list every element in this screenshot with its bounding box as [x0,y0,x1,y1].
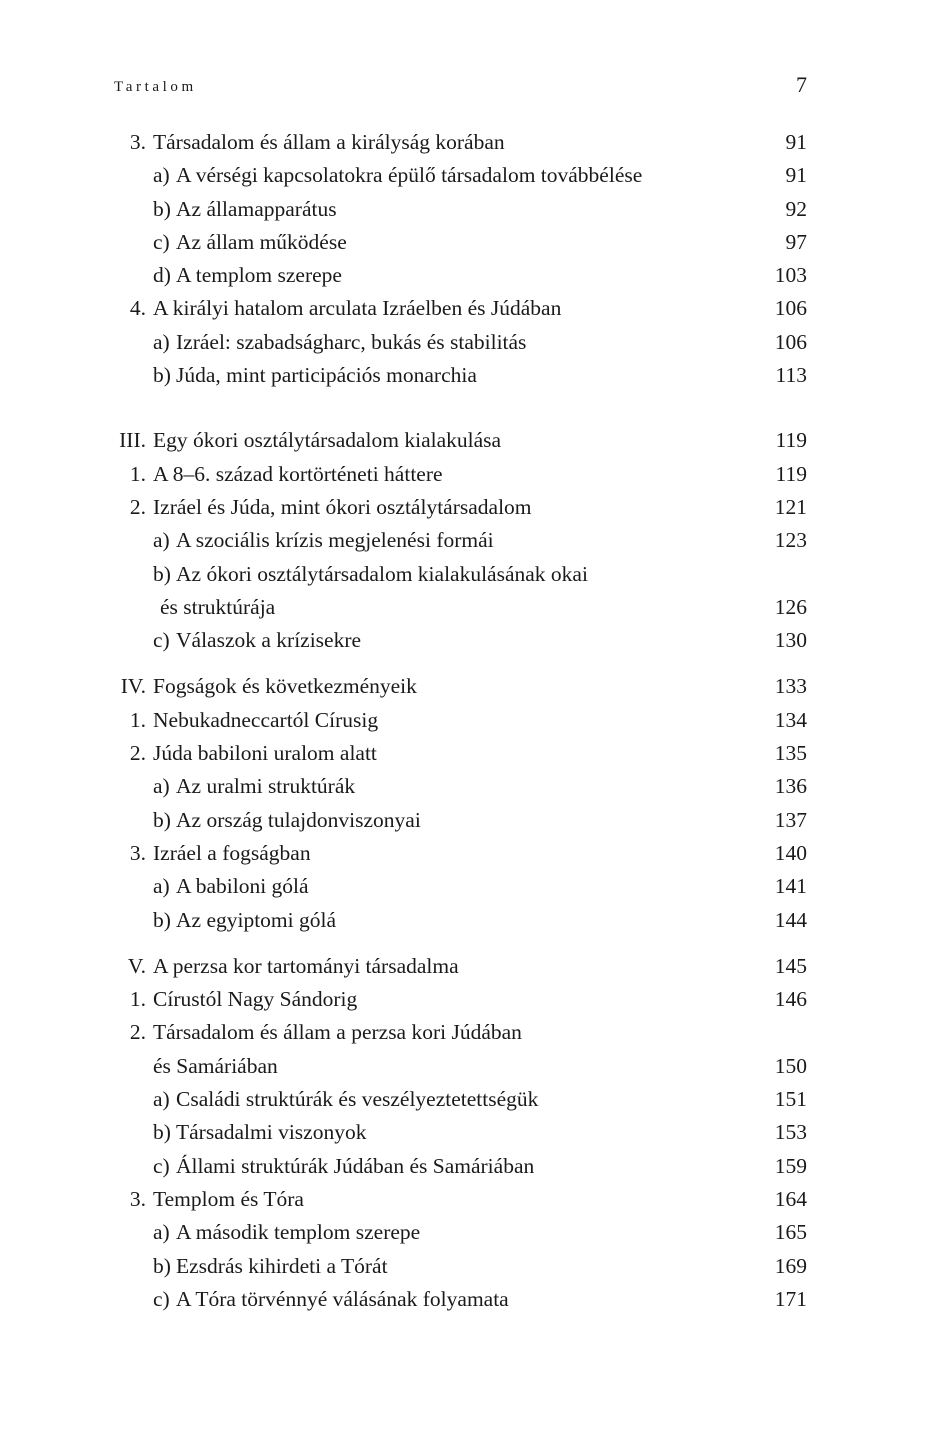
toc-entry-number: c) [153,1153,170,1178]
toc-entry-section [0,1183,945,1216]
running-title: Tartalom [114,79,197,95]
toc-entry-subsection [0,524,945,557]
toc-entry-number: b) [153,196,171,221]
toc-entry-number: 1. [129,707,146,732]
toc-entry-number: b) [153,561,171,586]
toc-entry-title: Izráel a fogságban [153,840,311,865]
toc-entry-subsection [0,1216,945,1249]
toc-entry-page: 103 [774,263,807,288]
toc-entry-number: V. [127,953,146,978]
toc-entry-number: a) [153,1087,170,1112]
toc-entry-page: 134 [774,707,807,732]
toc-entry-title: Családi struktúrák és veszélyeztetettségük [176,1087,539,1112]
toc-entry-title: A Tóra törvénnyé válásának folyamata [176,1286,509,1311]
toc-entry-number: a) [153,1220,170,1245]
toc-entry-page: 137 [774,807,807,832]
toc-entry-title: Júda babiloni uralom alatt [153,741,377,766]
toc-entry-number: a) [153,163,170,188]
toc-entry-number: a) [153,874,170,899]
toc-entry-subsection [0,804,945,837]
toc-entry-number: b) [153,1120,171,1145]
toc-entry-title: A babiloni gólá [176,874,309,899]
toc-entry-page: 119 [775,428,807,453]
toc-entry-subsection [0,1150,945,1183]
toc-entry-number: b) [153,363,171,388]
toc-entry-page: 164 [774,1186,807,1211]
toc-entry-title: Nebukadneccartól Círusig [153,707,379,732]
toc-entry-title: Egy ókori osztálytársadalom kialakulása [153,428,502,453]
toc-entry-title: A 8–6. század kortörténeti háttere [153,461,443,486]
toc-entry-subsection [0,558,945,591]
toc-entry-page: 140 [774,840,807,865]
toc-entry-subsection [0,1083,945,1116]
toc-entry-number: 2. [129,1020,146,1045]
toc-entry-title: Fogságok és következményeik [153,674,417,699]
toc-entry-title: Az ország tulajdonviszonyai [176,807,421,832]
toc-entry-title: Társadalom és állam a királyság korában [153,130,505,154]
toc-entry-title: Az egyiptomi gólá [176,907,337,932]
toc-entry-part [0,424,945,457]
toc-entry-page: 169 [774,1253,807,1278]
toc-entry-number: 3. [129,130,146,154]
toc-entry-title: Az állam működése [176,229,347,254]
toc-entry-page: 141 [774,874,807,899]
toc-entry-page: 145 [774,953,807,978]
toc-entry-title: Társadalom és állam a perzsa kori Júdában [153,1020,522,1045]
toc-entry-title: Válaszok a krízisekre [176,628,362,653]
toc-entry-subsection [0,326,945,359]
toc-entry-title: Az ókori osztálytársadalom kialakulásának okai [176,561,588,586]
toc-entry-title: Állami struktúrák Júdában és Samáriában [176,1153,535,1178]
toc-entry-page: 106 [774,296,807,321]
toc-entry-subsection [0,226,945,259]
toc-entry-number: b) [153,1253,171,1278]
toc-entry-title: Izráel és Júda, mint ókori osztálytársadalom [153,494,532,519]
toc-entry-number: b) [153,807,171,832]
toc-entry-page: 130 [774,628,807,653]
toc-entry-section [0,1016,945,1049]
toc-entry-title: Júda, mint participációs monarchia [176,363,477,388]
toc-entry-number: 3. [129,840,146,865]
toc-entry-number: a) [153,528,170,553]
toc-entry-subsection [0,359,945,392]
toc-entry-page: 91 [785,130,807,154]
toc-entry-title: Az államapparátus [176,196,337,221]
toc-entry-number: 1. [129,461,146,486]
toc-entry-title: Ezsdrás kihirdeti a Tórát [176,1253,388,1278]
toc-entry-subsection [0,193,945,226]
toc-entry-subsection [0,870,945,903]
toc-entry-section [0,983,945,1016]
toc-entry-number: 4. [129,296,146,321]
toc-entry-page: 151 [774,1087,807,1112]
toc-entry-page: 165 [774,1220,807,1245]
toc-entry-section [0,837,945,870]
toc-entry-number: IV. [120,674,146,699]
toc-entry-title: A templom szerepe [176,263,342,288]
toc-entry-part [0,670,945,703]
toc-entry-section [0,292,945,325]
toc-entry-number: 1. [129,987,146,1012]
toc-entry-page: 92 [785,196,807,221]
toc-entry-number: a) [153,329,170,354]
toc-entry-section [0,458,945,491]
toc-entry-subsection [0,1283,945,1316]
toc-entry-page: 119 [775,461,807,486]
toc-entry-subsection [0,1116,945,1149]
toc-entry-subsection [0,1250,945,1283]
toc-entry-page: 150 [774,1053,807,1078]
toc-entry-title: Templom és Tóra [153,1186,304,1211]
running-head [114,74,807,102]
toc-entry-page: 153 [774,1120,807,1145]
toc-entry-section [0,704,945,737]
toc-entry-title: Izráel: szabadságharc, bukás és stabilitás [176,329,527,354]
toc-entry-number: c) [153,229,170,254]
toc-entry-title: és Samáriában [153,1053,278,1078]
table-of-contents [0,126,945,1316]
toc-entry-section [0,126,945,159]
toc-entry-number: b) [153,907,171,932]
toc-entry-title: Társadalmi viszonyok [176,1120,367,1145]
toc-entry-number: 2. [129,741,146,766]
toc-entry-page: 113 [775,363,807,388]
toc-entry-page: 146 [774,987,807,1012]
toc-entry-page: 133 [774,674,807,699]
toc-entry-title: A királyi hatalom arculata Izráelben és Júdában [153,296,562,321]
toc-entry-section [0,737,945,770]
toc-entry-title: és struktúrája [160,594,276,619]
toc-entry-page: 135 [774,741,807,766]
toc-entry-page: 144 [774,907,807,932]
toc-entry-title: A vérségi kapcsolatokra épülő társadalom továbbélése [176,163,643,188]
toc-entry-subsection [0,624,945,657]
toc-entry-page: 123 [774,528,807,553]
toc-entry-number: a) [153,774,170,799]
toc-entry-title: Círustól Nagy Sándorig [153,987,358,1012]
toc-entry-title: A második templom szerepe [176,1220,421,1245]
toc-entry-number: III. [119,428,146,453]
toc-entry-title: Az uralmi struktúrák [176,774,356,799]
toc-entry-part [0,950,945,983]
toc-entry-subsection [0,904,945,937]
toc-entry-number: d) [153,263,171,288]
toc-entry-number: 3. [129,1186,146,1211]
toc-entry-page: 159 [774,1153,807,1178]
toc-entry-page: 91 [785,163,807,188]
toc-entry-subsection [0,159,945,192]
toc-entry-page: 126 [774,594,807,619]
toc-entry-continuation [0,591,945,624]
toc-entry-subsection [0,259,945,292]
toc-entry-page: 121 [774,494,807,519]
toc-entry-number: 2. [129,494,146,519]
toc-entry-page: 171 [774,1286,807,1311]
toc-entry-number: c) [153,628,170,653]
toc-entry-title: A szociális krízis megjelenési formái [176,528,494,553]
toc-entry-continuation [0,1050,945,1083]
page-number: 7 [796,72,807,97]
toc-entry-subsection [0,770,945,803]
toc-entry-page: 97 [785,229,807,254]
toc-entry-page: 136 [774,774,807,799]
toc-entry-title: A perzsa kor tartományi társadalma [153,953,459,978]
toc-entry-section [0,491,945,524]
toc-entry-number: c) [153,1286,170,1311]
toc-entry-page: 106 [774,329,807,354]
